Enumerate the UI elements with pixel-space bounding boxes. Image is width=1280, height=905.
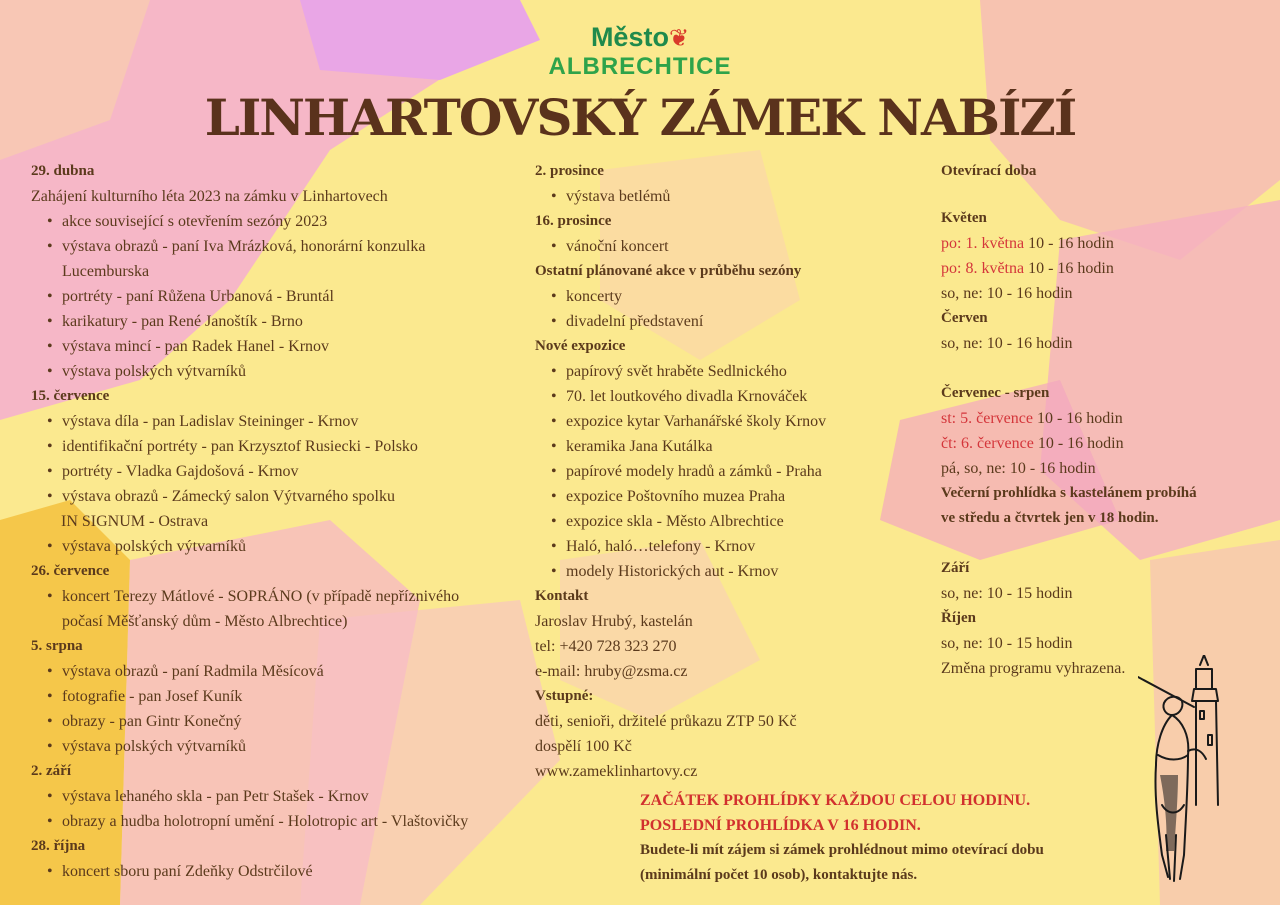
leaf-icon: ❦ bbox=[668, 25, 690, 52]
list-item: • výstava mincí - pan Radek Hanel - Krnov bbox=[31, 334, 531, 359]
castellan-illustration bbox=[1138, 655, 1236, 883]
intro-text: Zahájení kulturního léta 2023 na zámku v Linhartovech bbox=[31, 188, 388, 205]
group-tour-note: Budete-li mít zájem si zámek prohlédnout mimo otevírací dobu bbox=[640, 842, 1044, 858]
date-heading: 2. prosince bbox=[535, 163, 604, 179]
date-heading: 16. prosince bbox=[535, 213, 612, 229]
list-item: • Haló, haló…telefony - Krnov bbox=[535, 534, 915, 559]
month-heading: Červen bbox=[941, 310, 988, 326]
list-item: • koncerty bbox=[535, 284, 915, 309]
month-heading: Září bbox=[941, 560, 970, 576]
contact-email: e-mail: hruby@zsma.cz bbox=[535, 663, 688, 680]
logo-line1: Město bbox=[590, 22, 669, 52]
list-item: • papírový svět hraběte Sedlnického bbox=[535, 359, 915, 384]
list-item: • expozice skla - Město Albrechtice bbox=[535, 509, 915, 534]
contact-phone: tel: +420 728 323 270 bbox=[535, 638, 677, 655]
fee-line: dospělí 100 Kč bbox=[535, 738, 632, 755]
date-heading: 2. září bbox=[31, 763, 71, 779]
date-heading: 29. dubna bbox=[31, 163, 95, 179]
list-item: • akce související s otevřením sezóny 2023 bbox=[31, 209, 531, 234]
page-title: LINHARTOVSKÝ ZÁMEK NABÍZÍ bbox=[204, 88, 1076, 147]
list-item: • papírové modely hradů a zámků - Praha bbox=[535, 459, 915, 484]
list-item: • portréty - paní Růžena Urbanová - Bruntál bbox=[31, 284, 531, 309]
list-item-continuation: Lucemburska bbox=[62, 263, 150, 280]
list-item: • vánoční koncert bbox=[535, 234, 915, 259]
tour-start-notice: ZAČÁTEK PROHLÍDKY KAŽDOU CELOU HODINU. bbox=[640, 792, 1031, 809]
list-item: • expozice Poštovního muzea Praha bbox=[535, 484, 915, 509]
hours-line bbox=[941, 406, 1261, 431]
list-item: • výstava obrazů - paní Radmila Měsícová bbox=[31, 659, 531, 684]
highlight-date: po: 1. května bbox=[941, 235, 1025, 252]
list-item: • obrazy - pan Gintr Konečný bbox=[31, 709, 531, 734]
list-item: • identifikační portréty - pan Krzysztof Rusiecki - Polsko bbox=[31, 434, 531, 459]
hours-text: 10 - 16 hodin bbox=[1024, 235, 1114, 252]
opening-hours-heading: Otevírací doba bbox=[941, 163, 1037, 179]
website-text: www.zameklinhartovy.cz bbox=[535, 763, 698, 780]
hours-line: so, ne: 10 - 16 hodin bbox=[941, 285, 1073, 302]
list-item: • keramika Jana Kutálka bbox=[535, 434, 915, 459]
highlight-date: st: 5. července bbox=[941, 410, 1033, 427]
month-heading: Říjen bbox=[941, 610, 976, 626]
list-item: • výstava polských výtvarníků bbox=[31, 734, 531, 759]
date-heading: 15. července bbox=[31, 388, 110, 404]
hours-line bbox=[941, 256, 1261, 281]
hours-line: so, ne: 10 - 15 hodin bbox=[941, 635, 1073, 652]
month-heading: Květen bbox=[941, 210, 987, 226]
month-heading: Červenec - srpen bbox=[941, 385, 1050, 401]
date-heading: 26. července bbox=[31, 563, 110, 579]
city-logo bbox=[540, 22, 740, 80]
list-item: • karikatury - pan René Janoštík - Brno bbox=[31, 309, 531, 334]
hours-line bbox=[941, 231, 1261, 256]
events-column-1 bbox=[31, 159, 531, 884]
evening-tour-note: Večerní prohlídka s kastelánem probíhá bbox=[941, 485, 1197, 501]
list-item: • 70. let loutkového divadla Krnováček bbox=[535, 384, 915, 409]
section-heading: Nové expozice bbox=[535, 338, 626, 354]
tour-notice bbox=[640, 788, 1120, 888]
list-item: • koncert Terezy Mátlové - SOPRÁNO (v případě nepříznivého bbox=[31, 584, 531, 609]
hours-line: so, ne: 10 - 16 hodin bbox=[941, 335, 1073, 352]
section-heading: Vstupné: bbox=[535, 688, 594, 704]
list-item: • fotografie - pan Josef Kuník bbox=[31, 684, 531, 709]
list-item: • výstava obrazů - Zámecký salon Výtvarného spolku bbox=[31, 484, 531, 509]
highlight-date: po: 8. května bbox=[941, 260, 1025, 277]
hours-line bbox=[941, 431, 1261, 456]
list-item: • výstava obrazů - paní Iva Mrázková, honorární konzulka bbox=[31, 234, 531, 259]
highlight-date: čt: 6. července bbox=[941, 435, 1034, 452]
list-item: • modely Historických aut - Krnov bbox=[535, 559, 915, 584]
list-item: • výstava polských výtvarníků bbox=[31, 534, 531, 559]
list-item: • divadelní představení bbox=[535, 309, 915, 334]
hours-line: pá, so, ne: 10 - 16 hodin bbox=[941, 460, 1096, 477]
list-item: • výstava polských výtvarníků bbox=[31, 359, 531, 384]
list-item: • expozice kytar Varhanářské školy Krnov bbox=[535, 409, 915, 434]
last-tour-notice: POSLEDNÍ PROHLÍDKA V 16 HODIN. bbox=[640, 817, 921, 834]
hours-line: so, ne: 10 - 15 hodin bbox=[941, 585, 1073, 602]
group-tour-note: (minimální počet 10 osob), kontaktujte nás. bbox=[640, 867, 918, 883]
list-item: • obrazy a hudba holotropní umění - Holotropic art - Vlaštovičky bbox=[31, 809, 531, 834]
section-heading: Ostatní plánované akce v průběhu sezóny bbox=[535, 263, 802, 279]
list-item: • výstava betlémů bbox=[535, 184, 915, 209]
change-note: Změna programu vyhrazena. bbox=[941, 660, 1126, 677]
list-item: • výstava díla - pan Ladislav Steininger - Krnov bbox=[31, 409, 531, 434]
list-item: • výstava lehaného skla - pan Petr Stašek - Krnov bbox=[31, 784, 531, 809]
list-item-continuation: počasí Měšťanský dům - Město Albrechtice) bbox=[62, 613, 348, 630]
evening-tour-note: ve středu a čtvrtek jen v 18 hodin. bbox=[941, 510, 1159, 526]
hours-text: 10 - 16 hodin bbox=[1033, 435, 1124, 452]
logo-line2: ALBRECHTICE bbox=[548, 53, 732, 80]
section-heading: Kontakt bbox=[535, 588, 589, 604]
contact-name: Jaroslav Hrubý, kastelán bbox=[535, 613, 693, 630]
fee-line: děti, senioři, držitelé průkazu ZTP 50 Kč bbox=[535, 713, 797, 730]
date-heading: 28. října bbox=[31, 838, 86, 854]
events-column-2 bbox=[535, 159, 915, 784]
date-heading: 5. srpna bbox=[31, 638, 83, 654]
list-item: • portréty - Vladka Gajdošová - Krnov bbox=[31, 459, 531, 484]
list-item: • koncert sboru paní Zdeňky Odstrčilové bbox=[31, 859, 531, 884]
list-item-continuation: IN SIGNUM - Ostrava bbox=[61, 513, 209, 530]
hours-text: 10 - 16 hodin bbox=[1032, 410, 1123, 427]
hours-text: 10 - 16 hodin bbox=[1024, 260, 1114, 277]
opening-hours-column bbox=[941, 159, 1261, 681]
